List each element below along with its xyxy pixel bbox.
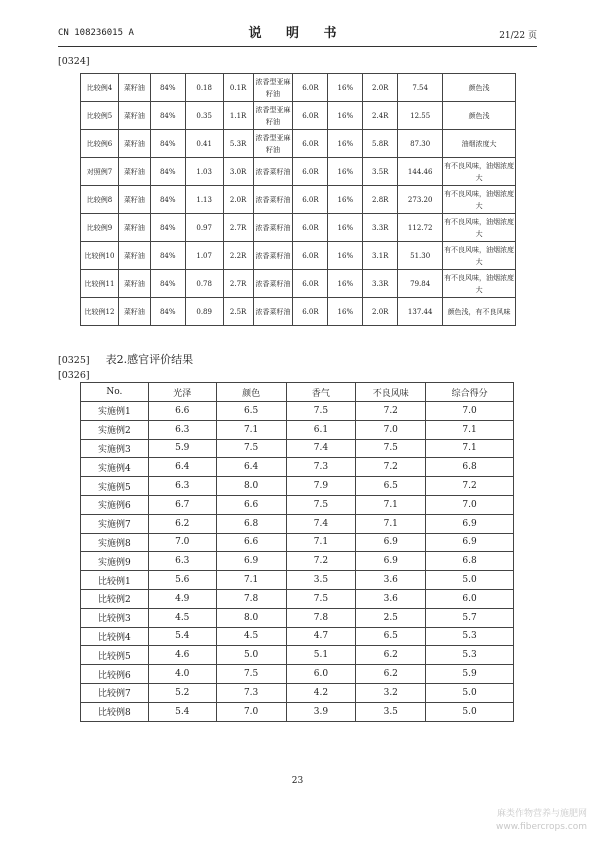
table-cell: 比较例6 bbox=[81, 130, 119, 158]
table-cell: 87.30 bbox=[398, 130, 443, 158]
table-cell: 实施例9 bbox=[81, 552, 149, 571]
table-cell: 7.5 bbox=[286, 495, 356, 514]
table-cell: 6.2 bbox=[356, 665, 426, 684]
table-cell: 6.2 bbox=[356, 646, 426, 665]
table-cell: 84% bbox=[150, 158, 185, 186]
table-cell: 7.5 bbox=[216, 439, 286, 458]
table-cell: 6.0R bbox=[293, 270, 328, 298]
table-cell: 浓香型亚麻籽油 bbox=[253, 74, 293, 102]
table-cell: 菜籽油 bbox=[118, 214, 150, 242]
table-cell: 144.46 bbox=[398, 158, 443, 186]
table-cell: 比较例11 bbox=[81, 270, 119, 298]
table-cell: 实施例2 bbox=[81, 420, 149, 439]
table-cell: 浓香菜籽油 bbox=[253, 298, 293, 326]
table-cell: 16% bbox=[328, 186, 363, 214]
comparison-table bbox=[80, 73, 516, 326]
sensory-evaluation-table bbox=[80, 382, 514, 722]
table-row bbox=[81, 477, 514, 496]
table-cell: 油烟浓度大 bbox=[443, 130, 516, 158]
table-cell: 0.1R bbox=[223, 74, 253, 102]
watermark bbox=[496, 808, 587, 834]
table-cell: 菜籽油 bbox=[118, 102, 150, 130]
table-cell: 6.8 bbox=[426, 458, 514, 477]
table-cell: 2.7R bbox=[223, 214, 253, 242]
table-cell: 4.7 bbox=[286, 627, 356, 646]
paragraph-number-0324: [0324] bbox=[58, 56, 90, 67]
table-cell: 84% bbox=[150, 102, 185, 130]
table-cell: 4.0 bbox=[148, 665, 216, 684]
table-cell: 菜籽油 bbox=[118, 130, 150, 158]
table-cell: 浓香型亚麻籽油 bbox=[253, 102, 293, 130]
table-cell: 2.0R bbox=[363, 298, 398, 326]
table-cell: 实施例1 bbox=[81, 402, 149, 421]
table-cell: 7.1 bbox=[286, 533, 356, 552]
table-cell: 7.0 bbox=[216, 702, 286, 721]
table-cell: 5.0 bbox=[216, 646, 286, 665]
table-cell: 2.7R bbox=[223, 270, 253, 298]
table-cell: 0.41 bbox=[185, 130, 223, 158]
table-cell: 6.3 bbox=[148, 420, 216, 439]
table-cell: 6.0R bbox=[293, 158, 328, 186]
table-cell: 8.0 bbox=[216, 477, 286, 496]
table-cell: 7.2 bbox=[286, 552, 356, 571]
table-row bbox=[81, 186, 516, 214]
table-cell: 16% bbox=[328, 158, 363, 186]
table-cell: 6.8 bbox=[426, 552, 514, 571]
table-cell: 颜色浅 bbox=[443, 102, 516, 130]
table-cell: 6.9 bbox=[356, 552, 426, 571]
table-cell: 6.8 bbox=[216, 514, 286, 533]
table-cell: 实施例7 bbox=[81, 514, 149, 533]
table-cell: 7.5 bbox=[356, 439, 426, 458]
table-cell: 比较例8 bbox=[81, 186, 119, 214]
table-cell: 5.3R bbox=[223, 130, 253, 158]
table-cell: 6.0R bbox=[293, 102, 328, 130]
table-cell: 2.5 bbox=[356, 608, 426, 627]
table-cell: 菜籽油 bbox=[118, 270, 150, 298]
table-cell: 6.0 bbox=[426, 589, 514, 608]
table-cell: 有不良风味，油烟浓度大 bbox=[443, 270, 516, 298]
table-cell: 0.35 bbox=[185, 102, 223, 130]
table-cell: 比较例2 bbox=[81, 589, 149, 608]
table-cell: 2.2R bbox=[223, 242, 253, 270]
page-header bbox=[58, 22, 537, 44]
table-cell: 6.0R bbox=[293, 214, 328, 242]
table-cell: 浓香菜籽油 bbox=[253, 270, 293, 298]
table-cell: 7.5 bbox=[216, 665, 286, 684]
table-row bbox=[81, 683, 514, 702]
table-cell: 84% bbox=[150, 186, 185, 214]
table-cell: 浓香菜籽油 bbox=[253, 242, 293, 270]
table-cell: 2.4R bbox=[363, 102, 398, 130]
table-cell: 84% bbox=[150, 298, 185, 326]
page-number: 23 bbox=[291, 776, 304, 786]
table-cell: 7.0 bbox=[148, 533, 216, 552]
table-cell: 比较例5 bbox=[81, 646, 149, 665]
table-cell: 有不良风味，油烟浓度大 bbox=[443, 158, 516, 186]
table-cell: 比较例5 bbox=[81, 102, 119, 130]
table-cell: 5.1 bbox=[286, 646, 356, 665]
table-cell: 5.0 bbox=[426, 702, 514, 721]
table-cell: 比较例3 bbox=[81, 608, 149, 627]
table-cell: 4.6 bbox=[148, 646, 216, 665]
table-cell: 比较例12 bbox=[81, 298, 119, 326]
table-cell: 5.0 bbox=[426, 571, 514, 590]
table-cell: 7.1 bbox=[216, 420, 286, 439]
table-cell: 1.13 bbox=[185, 186, 223, 214]
table-cell: 7.4 bbox=[286, 439, 356, 458]
table-cell: 1.07 bbox=[185, 242, 223, 270]
table-cell: 实施例3 bbox=[81, 439, 149, 458]
table-row bbox=[81, 130, 516, 158]
table-cell: 3.1R bbox=[363, 242, 398, 270]
table-cell: 比较例7 bbox=[81, 683, 149, 702]
table-cell: 7.2 bbox=[426, 477, 514, 496]
column-header: 颜色 bbox=[216, 383, 286, 402]
table-cell: 0.89 bbox=[185, 298, 223, 326]
table-cell: 6.0R bbox=[293, 242, 328, 270]
column-header: 综合得分 bbox=[426, 383, 514, 402]
paragraph-number-0325: [0325] bbox=[58, 355, 90, 366]
table-cell: 0.97 bbox=[185, 214, 223, 242]
table-cell: 7.3 bbox=[216, 683, 286, 702]
table-cell: 比较例6 bbox=[81, 665, 149, 684]
table-cell: 2.0R bbox=[223, 186, 253, 214]
table-cell: 51.30 bbox=[398, 242, 443, 270]
table-row bbox=[81, 214, 516, 242]
column-header: 不良风味 bbox=[356, 383, 426, 402]
table2-caption: 表2.感官评价结果 bbox=[105, 353, 194, 366]
table-cell: 5.8R bbox=[363, 130, 398, 158]
column-header: 光泽 bbox=[148, 383, 216, 402]
table-cell: 1.1R bbox=[223, 102, 253, 130]
table-cell: 浓香菜籽油 bbox=[253, 186, 293, 214]
table-cell: 菜籽油 bbox=[118, 186, 150, 214]
table-cell: 菜籽油 bbox=[118, 158, 150, 186]
table-cell: 8.0 bbox=[216, 608, 286, 627]
table-cell: 浓香菜籽油 bbox=[253, 158, 293, 186]
table-cell: 7.4 bbox=[286, 514, 356, 533]
table-cell: 6.3 bbox=[148, 477, 216, 496]
table-cell: 6.4 bbox=[148, 458, 216, 477]
table-cell: 比较例4 bbox=[81, 74, 119, 102]
table-cell: 比较例9 bbox=[81, 214, 119, 242]
table-cell: 有不良风味，油烟浓度大 bbox=[443, 186, 516, 214]
table-cell: 有不良风味，油烟浓度大 bbox=[443, 242, 516, 270]
table-cell: 菜籽油 bbox=[118, 298, 150, 326]
table-cell: 5.4 bbox=[148, 702, 216, 721]
table-cell: 3.5 bbox=[286, 571, 356, 590]
table-row bbox=[81, 702, 514, 721]
table-cell: 颜色浅 bbox=[443, 74, 516, 102]
table-cell: 7.0 bbox=[426, 402, 514, 421]
table-cell: 7.1 bbox=[356, 514, 426, 533]
table-cell: 3.9 bbox=[286, 702, 356, 721]
table-cell: 6.0 bbox=[286, 665, 356, 684]
table-row bbox=[81, 158, 516, 186]
table-cell: 79.84 bbox=[398, 270, 443, 298]
table-cell: 6.1 bbox=[286, 420, 356, 439]
table-cell: 比较例1 bbox=[81, 571, 149, 590]
table-cell: 273.20 bbox=[398, 186, 443, 214]
column-header: No. bbox=[81, 383, 149, 402]
table-cell: 84% bbox=[150, 214, 185, 242]
table-cell: 3.6 bbox=[356, 571, 426, 590]
table-cell: 6.7 bbox=[148, 495, 216, 514]
table-row bbox=[81, 646, 514, 665]
table-cell: 7.8 bbox=[216, 589, 286, 608]
table-cell: 137.44 bbox=[398, 298, 443, 326]
paragraph-number-0326: [0326] bbox=[58, 370, 90, 381]
table-cell: 84% bbox=[150, 270, 185, 298]
table-cell: 5.0 bbox=[426, 683, 514, 702]
table-cell: 4.5 bbox=[148, 608, 216, 627]
table-row bbox=[81, 533, 514, 552]
table-cell: 16% bbox=[328, 270, 363, 298]
table-cell: 1.03 bbox=[185, 158, 223, 186]
table-cell: 6.9 bbox=[426, 533, 514, 552]
watermark-line-1: 麻类作物营养与施肥网 bbox=[496, 809, 587, 819]
table-cell: 16% bbox=[328, 74, 363, 102]
table-cell: 7.8 bbox=[286, 608, 356, 627]
table-cell: 7.1 bbox=[426, 420, 514, 439]
table-cell: 浓香菜籽油 bbox=[253, 214, 293, 242]
table-cell: 5.9 bbox=[426, 665, 514, 684]
table-row bbox=[81, 514, 514, 533]
table-cell: 7.9 bbox=[286, 477, 356, 496]
table-cell: 7.3 bbox=[286, 458, 356, 477]
table-cell: 6.6 bbox=[148, 402, 216, 421]
paragraph-0325 bbox=[58, 351, 193, 367]
table-row bbox=[81, 242, 516, 270]
table-cell: 84% bbox=[150, 242, 185, 270]
table-cell: 7.1 bbox=[426, 439, 514, 458]
column-header: 香气 bbox=[286, 383, 356, 402]
table-cell: 3.2 bbox=[356, 683, 426, 702]
table-row bbox=[81, 298, 516, 326]
page-indicator: 21/22 页 bbox=[499, 31, 537, 41]
table-cell: 6.0R bbox=[293, 186, 328, 214]
table-cell: 5.4 bbox=[148, 627, 216, 646]
table-cell: 7.0 bbox=[356, 420, 426, 439]
table-cell: 6.0R bbox=[293, 298, 328, 326]
table-cell: 菜籽油 bbox=[118, 242, 150, 270]
table-row bbox=[81, 270, 516, 298]
table-cell: 84% bbox=[150, 74, 185, 102]
table-row bbox=[81, 402, 514, 421]
patent-number: CN 108236015 A bbox=[58, 28, 134, 38]
table-cell: 12.55 bbox=[398, 102, 443, 130]
header-divider bbox=[58, 46, 537, 47]
table-row bbox=[81, 458, 514, 477]
table-cell: 对照例7 bbox=[81, 158, 119, 186]
table-row bbox=[81, 74, 516, 102]
table-cell: 5.6 bbox=[148, 571, 216, 590]
table-row bbox=[81, 420, 514, 439]
table-cell: 5.2 bbox=[148, 683, 216, 702]
table-cell: 7.2 bbox=[356, 402, 426, 421]
table-cell: 0.78 bbox=[185, 270, 223, 298]
table-cell: 6.9 bbox=[216, 552, 286, 571]
table-row bbox=[81, 627, 514, 646]
table-cell: 有不良风味，油烟浓度大 bbox=[443, 214, 516, 242]
table-cell: 菜籽油 bbox=[118, 74, 150, 102]
document-title: 说 明 书 bbox=[248, 26, 347, 41]
table-header-row bbox=[81, 383, 514, 402]
table-cell: 5.7 bbox=[426, 608, 514, 627]
table-cell: 7.1 bbox=[216, 571, 286, 590]
table-row bbox=[81, 665, 514, 684]
table-cell: 6.5 bbox=[356, 477, 426, 496]
table-cell: 6.9 bbox=[426, 514, 514, 533]
table-cell: 比较例10 bbox=[81, 242, 119, 270]
table-cell: 比较例8 bbox=[81, 702, 149, 721]
table-cell: 3.5 bbox=[356, 702, 426, 721]
table-cell: 7.0 bbox=[426, 495, 514, 514]
table-cell: 3.5R bbox=[363, 158, 398, 186]
table-row bbox=[81, 102, 516, 130]
table-cell: 6.0R bbox=[293, 74, 328, 102]
table-cell: 6.9 bbox=[356, 533, 426, 552]
table-cell: 浓香型亚麻籽油 bbox=[253, 130, 293, 158]
table-cell: 3.3R bbox=[363, 270, 398, 298]
table-cell: 5.3 bbox=[426, 627, 514, 646]
table-cell: 颜色浅，有不良风味 bbox=[443, 298, 516, 326]
table-cell: 4.5 bbox=[216, 627, 286, 646]
table-row bbox=[81, 571, 514, 590]
table-cell: 2.0R bbox=[363, 74, 398, 102]
table-cell: 3.0R bbox=[223, 158, 253, 186]
table-cell: 16% bbox=[328, 102, 363, 130]
table-cell: 实施例4 bbox=[81, 458, 149, 477]
table-cell: 7.5 bbox=[286, 589, 356, 608]
table-cell: 2.8R bbox=[363, 186, 398, 214]
table-cell: 6.5 bbox=[356, 627, 426, 646]
table-cell: 比较例4 bbox=[81, 627, 149, 646]
watermark-line-2: www.fibercrops.com bbox=[496, 822, 587, 832]
table-cell: 2.5R bbox=[223, 298, 253, 326]
table-cell: 实施例6 bbox=[81, 495, 149, 514]
table-cell: 5.3 bbox=[426, 646, 514, 665]
table-cell: 6.0R bbox=[293, 130, 328, 158]
table-row bbox=[81, 608, 514, 627]
table-cell: 112.72 bbox=[398, 214, 443, 242]
table-cell: 84% bbox=[150, 130, 185, 158]
table-row bbox=[81, 552, 514, 571]
table-cell: 7.54 bbox=[398, 74, 443, 102]
table-cell: 3.6 bbox=[356, 589, 426, 608]
table-cell: 6.5 bbox=[216, 402, 286, 421]
table-cell: 实施例8 bbox=[81, 533, 149, 552]
table-row bbox=[81, 495, 514, 514]
table-cell: 16% bbox=[328, 214, 363, 242]
table-row bbox=[81, 439, 514, 458]
table-cell: 6.6 bbox=[216, 495, 286, 514]
table-cell: 3.3R bbox=[363, 214, 398, 242]
table-cell: 4.2 bbox=[286, 683, 356, 702]
table-cell: 6.2 bbox=[148, 514, 216, 533]
table-cell: 16% bbox=[328, 298, 363, 326]
table-cell: 实施例5 bbox=[81, 477, 149, 496]
table-cell: 4.9 bbox=[148, 589, 216, 608]
table-cell: 6.4 bbox=[216, 458, 286, 477]
table-cell: 0.18 bbox=[185, 74, 223, 102]
table-cell: 16% bbox=[328, 130, 363, 158]
table-cell: 6.3 bbox=[148, 552, 216, 571]
table-cell: 7.2 bbox=[356, 458, 426, 477]
table-row bbox=[81, 589, 514, 608]
table-cell: 7.5 bbox=[286, 402, 356, 421]
table-cell: 6.6 bbox=[216, 533, 286, 552]
table-cell: 16% bbox=[328, 242, 363, 270]
table-cell: 5.9 bbox=[148, 439, 216, 458]
table-cell: 7.1 bbox=[356, 495, 426, 514]
